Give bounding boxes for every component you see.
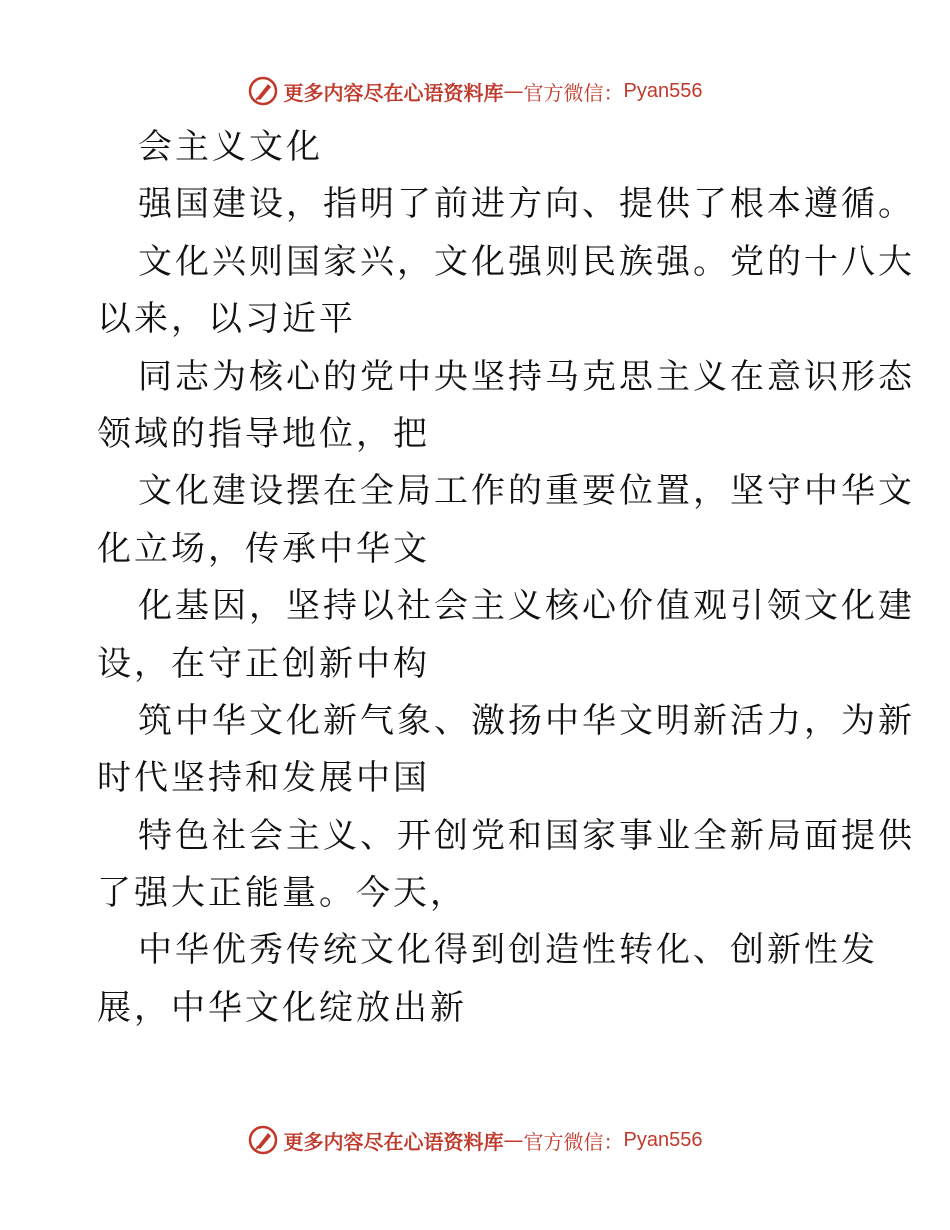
document-body <box>97 119 915 1037</box>
body-line: 了强大正能量。今天， <box>97 873 467 914</box>
body-line: 文化兴则国家兴，文化强则民族强。党的十八大 <box>138 241 915 282</box>
banner-wechat-id: Pyan556 <box>623 79 703 102</box>
banner-wechat-id: Pyan556 <box>623 1128 703 1151</box>
pen-seal-logo-icon <box>248 1125 278 1155</box>
body-line: 筑中华文化新气象、激扬中华文明新活力，为新 <box>138 700 915 741</box>
banner-wechat-label: 官方微信： <box>523 80 624 105</box>
body-line: 展，中华文化绽放出新 <box>97 987 467 1028</box>
body-line: 以来，以习近平 <box>97 299 356 340</box>
footer-banner <box>0 1120 950 1160</box>
banner-main-text: 更多内容尽在心语资料库 <box>283 80 504 105</box>
body-line: 同志为核心的党中央坚持马克思主义在意识形态 <box>138 356 915 397</box>
body-line: 中华优秀传统文化得到创造性转化、创新性发 <box>138 930 878 971</box>
header-banner <box>0 71 950 111</box>
body-line: 领域的指导地位，把 <box>97 413 430 454</box>
body-line: 化基因，坚持以社会主义核心价值观引领文化建 <box>138 586 915 627</box>
body-line: 文化建设摆在全局工作的重要位置，坚守中华文 <box>138 471 915 512</box>
banner-dash: — <box>503 79 524 103</box>
body-line: 化立场，传承中华文 <box>97 528 430 569</box>
body-line: 特色社会主义、开创党和国家事业全新局面提供 <box>138 815 915 856</box>
body-line: 会主义文化 <box>138 127 323 167</box>
banner-main-text: 更多内容尽在心语资料库 <box>283 1129 504 1154</box>
banner-dash: — <box>503 1128 524 1152</box>
banner-wechat-label: 官方微信： <box>523 1129 624 1154</box>
body-line: 设，在守正创新中构 <box>97 643 430 684</box>
body-line: 时代坚持和发展中国 <box>97 758 430 799</box>
body-line: 强国建设，指明了前进方向、提供了根本遵循。 <box>138 184 915 225</box>
pen-seal-logo-icon <box>248 76 278 106</box>
